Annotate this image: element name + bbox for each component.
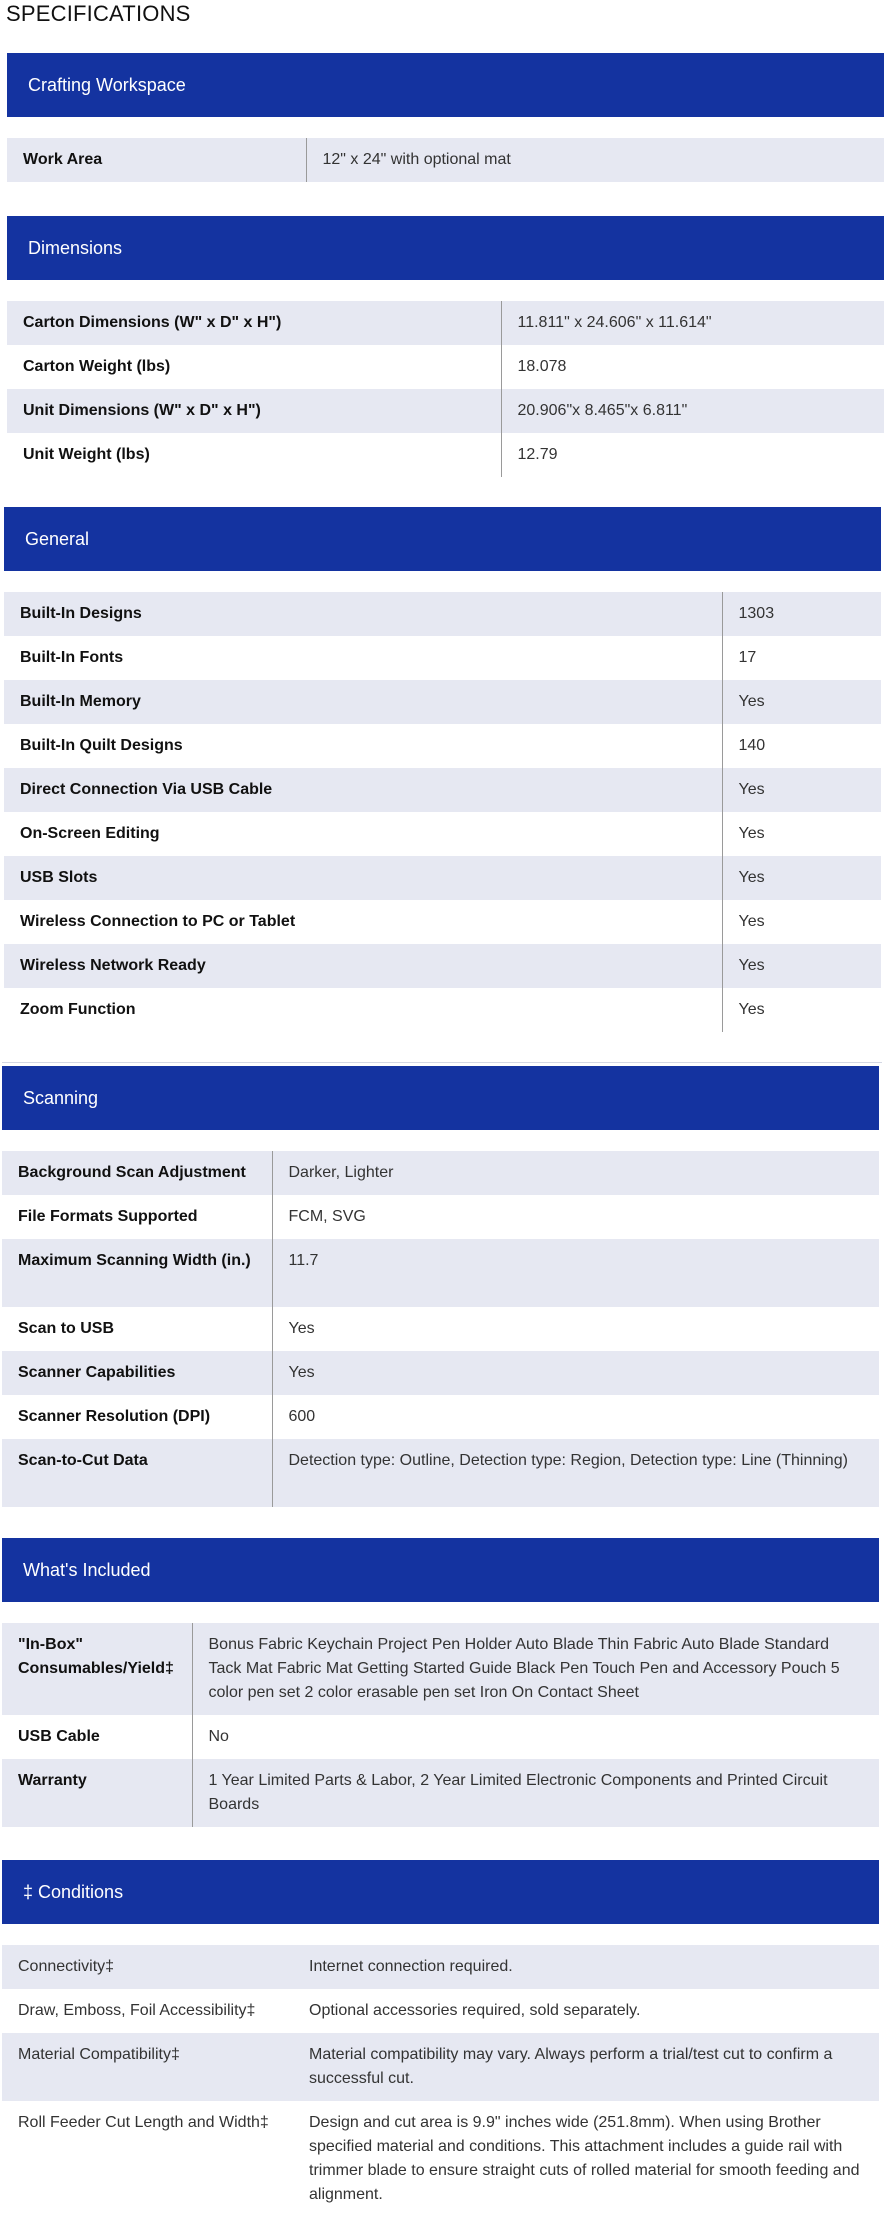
spec-value: No (192, 1715, 879, 1759)
table-row (2, 1715, 879, 1759)
spec-label: Scan-to-Cut Data (2, 1439, 272, 1507)
spec-label: Built-In Memory (4, 680, 722, 724)
table-row (4, 724, 881, 768)
spec-value: Bonus Fabric Keychain Project Pen Holder Auto Blade Thin Fabric Auto Blade Standard Tack Mat Fabric Mat Getting Started Guide Black Pen Touch Pen and Accessory Pouch 5 color pen set 2 color erasable pen set Iron On Contact Sheet (192, 1623, 879, 1715)
spec-value: Yes (722, 812, 881, 856)
table-row (4, 944, 881, 988)
section-whats-included (2, 1538, 879, 1827)
spec-label: Background Scan Adjustment (2, 1151, 272, 1195)
spec-value: Material compatibility may vary. Always perform a trial/test cut to confirm a successful cut. (293, 2033, 879, 2101)
spec-value: 1303 (722, 592, 881, 636)
spec-value: 11.7 (272, 1239, 879, 1307)
spec-label: "In-Box" Consumables/Yield‡ (2, 1623, 192, 1715)
spec-label: Wireless Network Ready (4, 944, 722, 988)
table-row (2, 2101, 879, 2213)
spec-value: Yes (722, 768, 881, 812)
spec-value: 20.906"x 8.465"x 6.811" (501, 389, 884, 433)
spec-label: Connectivity‡ (2, 1945, 293, 1989)
table-row (2, 1989, 879, 2033)
spec-label: Unit Weight (lbs) (7, 433, 501, 477)
table-row (7, 389, 884, 433)
spec-label: Maximum Scanning Width (in.) (2, 1239, 272, 1307)
spec-label: Roll Feeder Cut Length and Width‡ (2, 2101, 293, 2213)
table-row (2, 2033, 879, 2101)
spec-label: On-Screen Editing (4, 812, 722, 856)
table-row (2, 1239, 879, 1307)
table-row (2, 1351, 879, 1395)
spec-label: Scan to USB (2, 1307, 272, 1351)
spec-label: Zoom Function (4, 988, 722, 1032)
spec-value: Yes (722, 900, 881, 944)
table-row (4, 636, 881, 680)
spec-value: 17 (722, 636, 881, 680)
spec-label: Draw, Emboss, Foil Accessibility‡ (2, 1989, 293, 2033)
spec-label: USB Cable (2, 1715, 192, 1759)
spec-value: 140 (722, 724, 881, 768)
table-row (2, 1307, 879, 1351)
section-header: Crafting Workspace (7, 53, 884, 117)
spec-label: Scanner Capabilities (2, 1351, 272, 1395)
spec-label: File Formats Supported (2, 1195, 272, 1239)
table-row (2, 1623, 879, 1715)
spec-label: Warranty (2, 1759, 192, 1827)
table-row (7, 138, 884, 182)
table-row (4, 856, 881, 900)
table-row (2, 1151, 879, 1195)
spec-table (2, 1623, 879, 1827)
spec-label: Direct Connection Via USB Cable (4, 768, 722, 812)
section-header: What's Included (2, 1538, 879, 1602)
table-row (4, 812, 881, 856)
spec-value: 12" x 24" with optional mat (306, 138, 884, 182)
spec-value: Yes (272, 1351, 879, 1395)
spec-label: Wireless Connection to PC or Tablet (4, 900, 722, 944)
spec-value: 1 Year Limited Parts & Labor, 2 Year Limited Electronic Components and Printed Circuit Boards (192, 1759, 879, 1827)
spec-value: Darker, Lighter (272, 1151, 879, 1195)
spec-table (2, 1945, 879, 2213)
spec-table (4, 592, 881, 1032)
table-row (4, 768, 881, 812)
spec-label: Scanner Resolution (DPI) (2, 1395, 272, 1439)
spec-value: Detection type: Outline, Detection type: Region, Detection type: Line (Thinning) (272, 1439, 879, 1507)
table-row (2, 1395, 879, 1439)
section-crafting-workspace (7, 53, 884, 182)
spec-value: FCM, SVG (272, 1195, 879, 1239)
table-row (2, 1439, 879, 1507)
spec-value: Design and cut area is 9.9" inches wide (251.8mm). When using Brother specified material and conditions. This attachment includes a guide rail with trimmer blade to ensure straight cuts of rolled material for smooth feeding and alignment. (293, 2101, 879, 2213)
spec-value: 18.078 (501, 345, 884, 389)
section-dimensions (7, 216, 884, 477)
spec-label: USB Slots (4, 856, 722, 900)
spec-label: Built-In Fonts (4, 636, 722, 680)
table-row (2, 1759, 879, 1827)
spec-label: Work Area (7, 138, 306, 182)
spec-value: Yes (722, 944, 881, 988)
spec-value: Yes (722, 680, 881, 724)
spec-label: Carton Weight (lbs) (7, 345, 501, 389)
spec-value: 12.79 (501, 433, 884, 477)
spec-table (2, 1151, 879, 1507)
table-row (2, 1945, 879, 1989)
section-header: General (4, 507, 881, 571)
table-row (7, 345, 884, 389)
spec-table (7, 138, 884, 182)
table-row (2, 1195, 879, 1239)
spec-label: Material Compatibility‡ (2, 2033, 293, 2101)
spec-value: Yes (272, 1307, 879, 1351)
table-row (4, 680, 881, 724)
section-header: Scanning (2, 1066, 879, 1130)
spec-value: Optional accessories required, sold separately. (293, 1989, 879, 2033)
spec-label: Carton Dimensions (W" x D" x H") (7, 301, 501, 345)
section-scanning (2, 1066, 879, 1507)
spec-label: Built-In Designs (4, 592, 722, 636)
spec-value: Yes (722, 988, 881, 1032)
spec-value: 11.811" x 24.606" x 11.614" (501, 301, 884, 345)
table-row (7, 301, 884, 345)
table-row (4, 592, 881, 636)
spec-value: Internet connection required. (293, 1945, 879, 1989)
table-row (7, 433, 884, 477)
page-title: SPECIFICATIONS (6, 1, 191, 26)
section-divider (2, 1062, 882, 1063)
section-header: ‡ Conditions (2, 1860, 879, 1924)
spec-value: 600 (272, 1395, 879, 1439)
section-header: Dimensions (7, 216, 884, 280)
section-general (4, 507, 881, 1032)
table-row (4, 988, 881, 1032)
spec-value: Yes (722, 856, 881, 900)
spec-label: Built-In Quilt Designs (4, 724, 722, 768)
spec-table (7, 301, 884, 477)
table-row (4, 900, 881, 944)
spec-label: Unit Dimensions (W" x D" x H") (7, 389, 501, 433)
section-conditions (2, 1860, 879, 2213)
